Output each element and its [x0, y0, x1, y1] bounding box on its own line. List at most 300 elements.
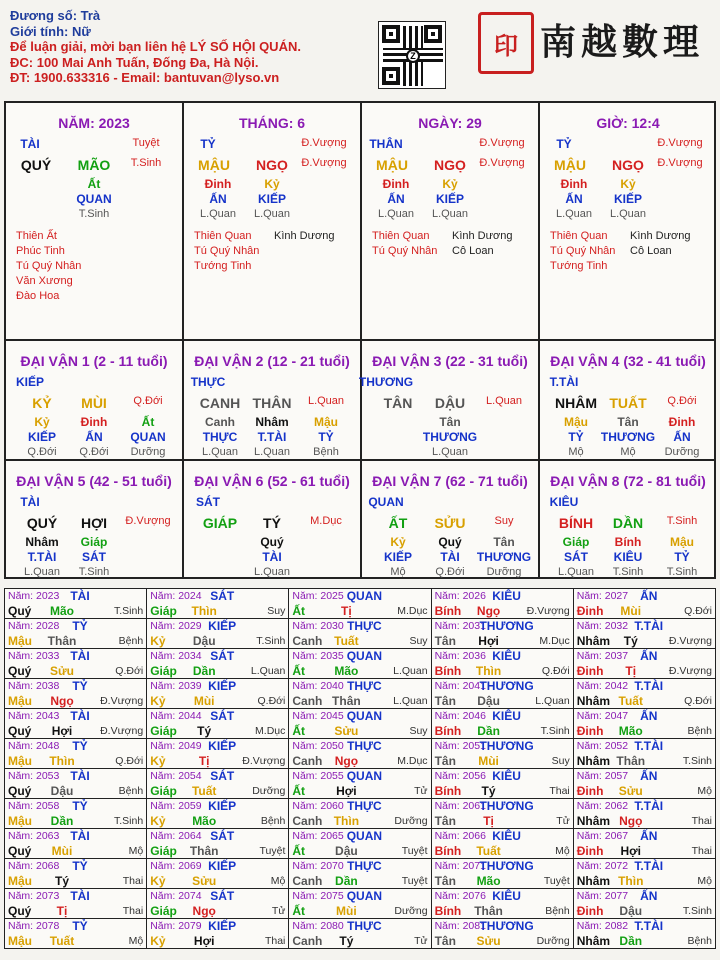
- luck-period-title: ĐẠI VẬN 1 (2 - 11 tuổi): [20, 353, 168, 369]
- year-can: Nhâm: [576, 814, 611, 828]
- seal-stamp: [478, 12, 534, 74]
- luck-hidden-can: Quý: [260, 535, 284, 549]
- year-star: SÁT: [210, 589, 235, 603]
- luck-chi-state: Q.Đới: [133, 395, 163, 407]
- year-cell: [5, 859, 147, 889]
- year-label: Năm: 2069: [150, 860, 202, 872]
- year-state: Suy: [551, 755, 570, 767]
- luck-can: BÍNH: [558, 515, 594, 531]
- year-can: Canh: [292, 694, 323, 708]
- year-state: T.Sinh: [114, 815, 144, 827]
- luck-chi: DẦN: [612, 515, 644, 531]
- year-state: Mộ: [128, 935, 144, 947]
- annual-row: [5, 649, 716, 679]
- auxiliary-star: Đào Hoa: [16, 290, 60, 302]
- year-chi: Dậu: [335, 844, 358, 858]
- auxiliary-star: Thiên Quan: [372, 230, 430, 242]
- year-label: Năm: 2026: [434, 590, 486, 602]
- auxiliary-star: Tú Quý Nhân: [194, 245, 260, 257]
- year-label: Năm: 2033: [8, 650, 60, 662]
- hidden-state: T.Sinh: [78, 208, 110, 220]
- pillar-top-star: TỶ: [200, 137, 216, 151]
- year-state: T.Sinh: [256, 635, 286, 647]
- year-star: ẤN: [640, 829, 658, 843]
- hidden-state: L.Quan: [431, 208, 469, 220]
- luck-hidden-state: L.Quan: [431, 446, 469, 458]
- year-label: Năm: 2054: [150, 770, 202, 782]
- year-label: Năm: 2055: [292, 770, 344, 782]
- year-can: Bính: [434, 904, 462, 918]
- year-label: Năm: 2029: [150, 620, 202, 632]
- hidden-state: L.Quan: [609, 208, 647, 220]
- year-cell: [573, 799, 715, 829]
- gender: Giới tính: Nữ: [10, 23, 91, 39]
- year-chi: Thân: [332, 694, 361, 708]
- year-star: TỶ: [72, 799, 88, 813]
- pillar-title: NĂM: 2023: [58, 115, 130, 131]
- year-star: KIẾP: [208, 799, 237, 813]
- year-cell: [289, 619, 431, 649]
- pillar-top-star: TỶ: [556, 137, 572, 151]
- year-state: Bệnh: [118, 785, 144, 797]
- year-chi: Tý: [623, 634, 638, 648]
- year-state: T.Sinh: [114, 605, 144, 617]
- year-label: Năm: 2067: [576, 830, 629, 842]
- year-can: Mậu: [8, 814, 32, 828]
- hidden-star: QUAN: [76, 192, 112, 206]
- year-star: THƯƠNG: [479, 799, 534, 813]
- year-state: Đ.Vượng: [526, 605, 570, 617]
- year-star: SÁT: [210, 649, 235, 663]
- year-state: Suy: [409, 635, 428, 647]
- year-can: Mậu: [8, 934, 32, 948]
- year-state: Suy: [409, 725, 428, 737]
- year-star: TÀI: [70, 649, 90, 663]
- annual-row: [5, 619, 716, 649]
- pillar-top-state: Đ.Vượng: [479, 137, 525, 149]
- year-cell: [431, 589, 573, 619]
- year-can: Ất: [292, 784, 306, 798]
- year-cell: [431, 679, 573, 709]
- year-label: Năm: 2045: [292, 710, 344, 722]
- auxiliary-star-2: Kình Dương: [452, 230, 513, 242]
- year-can: Bính: [434, 844, 462, 858]
- year-can: Canh: [292, 934, 323, 948]
- luck-chi: DẬU: [434, 395, 466, 411]
- year-cell: [573, 859, 715, 889]
- year-cell: [289, 799, 431, 829]
- year-chi: Dần: [192, 664, 216, 678]
- year-chi: Mão: [50, 604, 74, 618]
- year-label: Năm: 2075: [292, 890, 344, 902]
- year-chi: Thân: [189, 844, 219, 858]
- annual-row: [5, 679, 716, 709]
- hidden-state: L.Quan: [253, 208, 291, 220]
- hidden-star: KIẾP: [613, 192, 643, 206]
- year-can: Bính: [434, 784, 462, 798]
- year-state: Dưỡng: [536, 935, 570, 947]
- year-can: Đinh: [576, 844, 604, 858]
- year-star: THỰC: [347, 799, 382, 813]
- luck-hidden-star: QUAN: [130, 430, 166, 444]
- year-can: Bính: [434, 664, 462, 678]
- year-chi: Hợi: [51, 724, 73, 738]
- luck-hidden-state: Bệnh: [313, 446, 339, 458]
- year-chi: Ngọ: [476, 604, 501, 618]
- year-can: Nhâm: [576, 934, 611, 948]
- year-state: M.Dục: [255, 725, 286, 737]
- luck-hidden-can: Quý: [438, 535, 462, 549]
- contact-invite: Để luận giải, mời bạn liên hệ LÝ SỐ HỘI QUÁN.: [10, 39, 301, 54]
- year-chi: Tị: [56, 904, 68, 918]
- year-chi: Ngọ: [334, 754, 359, 768]
- year-cell: [147, 679, 289, 709]
- year-label: Năm: 2030: [292, 620, 344, 632]
- year-cell: [431, 859, 573, 889]
- luck-chi: TÝ: [263, 515, 281, 531]
- year-star: THƯƠNG: [479, 679, 534, 693]
- luck-chi-state: L.Quan: [485, 395, 523, 407]
- year-star: THỰC: [347, 619, 382, 633]
- auxiliary-star: Thiên Quan: [194, 230, 252, 242]
- luck-hidden-can: Kỷ: [34, 415, 50, 429]
- year-chi: Thìn: [475, 664, 502, 678]
- annual-row: [5, 709, 716, 739]
- year-can: Tân: [434, 694, 456, 708]
- year-chi: Dậu: [477, 694, 500, 708]
- year-state: Đ.Vượng: [668, 635, 712, 647]
- year-star: TÀI: [70, 589, 90, 603]
- year-star: KIÊU: [492, 889, 521, 903]
- year-cell: [147, 829, 289, 859]
- year-cell: [573, 619, 715, 649]
- year-cell: [431, 619, 573, 649]
- year-can: Kỷ: [150, 814, 166, 828]
- year-star: THỰC: [347, 859, 382, 873]
- luck-can: TÂN: [383, 395, 413, 411]
- year-cell: [289, 829, 431, 859]
- year-state: T.Sinh: [682, 905, 712, 917]
- hidden-star: KIẾP: [435, 192, 465, 206]
- year-chi: Dần: [50, 814, 74, 828]
- year-label: Năm: 2040: [292, 680, 344, 692]
- year-chi: Mùi: [336, 904, 357, 918]
- pillar-top-state: Đ.Vượng: [301, 137, 347, 149]
- year-star: TỶ: [72, 859, 88, 873]
- hidden-can: Đinh: [204, 177, 232, 191]
- year-can: Mậu: [8, 754, 32, 768]
- luck-hidden-state: T.Sinh: [612, 566, 644, 578]
- pillar-can: MẬU: [376, 157, 408, 173]
- seal-text: 印: [494, 30, 518, 60]
- year-label: Năm: 2041: [434, 680, 486, 692]
- luck-hidden-can: Giáp: [80, 535, 108, 549]
- year-star: ẤN: [640, 589, 658, 603]
- year-chi: Sửu: [49, 664, 75, 678]
- luck-hidden-star: ẤN: [85, 430, 103, 444]
- luck-top-star: KIẾP: [15, 375, 45, 389]
- year-state: Thai: [264, 935, 286, 947]
- year-chi: Thân: [616, 754, 646, 768]
- year-can: Canh: [292, 814, 323, 828]
- luck-hidden-star: ẤN: [673, 430, 691, 444]
- year-can: Nhâm: [576, 754, 611, 768]
- year-cell: [573, 709, 715, 739]
- pillar-title: THÁNG: 6: [238, 115, 306, 131]
- year-label: Năm: 2046: [434, 710, 486, 722]
- luck-chi: HỢI: [81, 515, 107, 531]
- year-cell: [431, 649, 573, 679]
- year-state: L.Quan: [393, 665, 428, 677]
- year-cell: [289, 889, 431, 919]
- year-label: Năm: 2068: [8, 860, 60, 872]
- year-label: Năm: 2080: [292, 920, 344, 932]
- year-can: Đinh: [576, 904, 604, 918]
- year-star: THƯƠNG: [479, 859, 534, 873]
- year-cell: [431, 919, 573, 949]
- year-star: T.TÀI: [634, 619, 664, 633]
- pillar-chi-state: Đ.Vượng: [479, 157, 525, 169]
- year-cell: [431, 709, 573, 739]
- luck-chi: TUẤT: [609, 395, 647, 411]
- year-state: Q.Đới: [115, 755, 144, 767]
- luck-hidden-state: Mộ: [620, 446, 636, 458]
- year-chi: Dậu: [619, 904, 643, 918]
- year-chi: Mùi: [51, 844, 73, 858]
- year-label: Năm: 2023: [8, 590, 60, 602]
- year-star: T.TÀI: [634, 799, 664, 813]
- year-can: Kỷ: [150, 934, 166, 948]
- luck-hidden-state: Q.Đới: [27, 446, 57, 458]
- year-chi: Ngọ: [619, 814, 643, 828]
- year-star: TÀI: [70, 709, 90, 723]
- year-chi: Mùi: [478, 754, 499, 768]
- year-can: Giáp: [150, 844, 177, 858]
- luck-chi: THÂN: [252, 395, 292, 411]
- luck-hidden-star: KIẾP: [383, 550, 413, 564]
- year-cell: [289, 679, 431, 709]
- year-label: Năm: 2031: [434, 620, 486, 632]
- luck-can: QUÝ: [26, 515, 58, 531]
- year-star: T.TÀI: [634, 919, 664, 933]
- year-can: Kỷ: [150, 634, 166, 648]
- annual-luck-table: [4, 588, 716, 949]
- year-cell: [147, 739, 289, 769]
- luck-hidden-star: TỶ: [674, 550, 690, 564]
- year-label: Năm: 2032: [576, 620, 629, 632]
- luck-period-title: ĐẠI VẬN 6 (52 - 61 tuổi): [194, 473, 350, 489]
- year-star: SÁT: [210, 889, 235, 903]
- auxiliary-star: Tú Quý Nhân: [550, 245, 616, 257]
- year-chi: Thìn: [191, 604, 217, 618]
- luck-period-title: ĐẠI VẬN 2 (12 - 21 tuổi): [194, 353, 350, 369]
- luck-hidden-can: Tân: [439, 415, 461, 429]
- luck-hidden-can: Tân: [617, 415, 639, 429]
- year-cell: [5, 709, 147, 739]
- luck-can: KỶ: [32, 395, 52, 411]
- year-chi: Mão: [476, 874, 501, 888]
- auxiliary-star-2: Kình Dương: [630, 230, 691, 242]
- hidden-state: L.Quan: [377, 208, 415, 220]
- year-state: Bệnh: [260, 815, 286, 827]
- luck-hidden-star: TÀI: [262, 550, 282, 564]
- luck-top-star: TÀI: [20, 495, 40, 509]
- annual-row: [5, 769, 716, 799]
- year-label: Năm: 2025: [292, 590, 344, 602]
- year-chi: Tị: [341, 604, 352, 618]
- year-state: M.Dục: [539, 635, 570, 647]
- year-label: Năm: 2027: [576, 590, 629, 602]
- year-chi: Tuất: [334, 634, 359, 648]
- year-label: Năm: 2059: [150, 800, 202, 812]
- year-star: SÁT: [210, 769, 235, 783]
- luck-hidden-star: SÁT: [564, 550, 588, 564]
- year-state: L.Quan: [393, 695, 428, 707]
- year-label: Năm: 2037: [576, 650, 629, 662]
- year-cell: [573, 679, 715, 709]
- luck-hidden-state: L.Quan: [201, 446, 239, 458]
- year-chi: Dần: [619, 934, 643, 948]
- year-label: Năm: 2074: [150, 890, 202, 902]
- year-label: Năm: 2042: [576, 680, 629, 692]
- auxiliary-star: Tướng Tinh: [194, 260, 252, 272]
- year-label: Năm: 2043: [8, 710, 60, 722]
- pillar-chi-state: Đ.Vượng: [657, 157, 703, 169]
- year-cell: [5, 829, 147, 859]
- year-can: Quý: [8, 664, 32, 678]
- pillar-chi-state: T.Sinh: [130, 157, 162, 169]
- hidden-can: Kỷ: [620, 177, 636, 191]
- phone-email[interactable]: ĐT: 1900.633316 - Email: bantuvan@lyso.vn: [10, 70, 280, 85]
- year-can: Ất: [292, 604, 306, 618]
- year-state: T.Sinh: [682, 755, 712, 767]
- luck-hidden-state: L.Quan: [253, 566, 291, 578]
- year-state: Dưỡng: [394, 815, 428, 827]
- year-chi: Thìn: [49, 754, 75, 768]
- year-star: THỰC: [347, 739, 382, 753]
- year-label: Năm: 2076: [434, 890, 486, 902]
- year-star: KIÊU: [492, 769, 521, 783]
- year-cell: [5, 799, 147, 829]
- year-can: Kỷ: [150, 694, 166, 708]
- year-label: Năm: 2072: [576, 860, 629, 872]
- luck-hidden-star: THƯƠNG: [600, 430, 656, 444]
- year-chi: Tý: [54, 874, 70, 888]
- year-cell: [573, 919, 715, 949]
- year-label: Năm: 2036: [434, 650, 486, 662]
- year-star: THỰC: [347, 919, 382, 933]
- luck-chi: SỬU: [434, 515, 466, 531]
- year-chi: Tuất: [49, 934, 75, 948]
- year-cell: [289, 859, 431, 889]
- year-cell: [147, 709, 289, 739]
- year-cell: [431, 769, 573, 799]
- year-can: Ất: [292, 904, 306, 918]
- year-can: Quý: [8, 724, 32, 738]
- header-info: [10, 8, 301, 86]
- year-label: Năm: 2062: [576, 800, 629, 812]
- year-label: Năm: 2063: [8, 830, 60, 842]
- year-chi: Tị: [198, 754, 210, 768]
- pillar-title: NGÀY: 29: [418, 115, 482, 131]
- year-can: Giáp: [150, 724, 177, 738]
- pillar-chi: MÃO: [77, 157, 111, 173]
- year-can: Kỷ: [150, 754, 166, 768]
- year-chi: Mão: [618, 724, 643, 738]
- year-cell: [431, 889, 573, 919]
- year-label: Năm: 2060: [292, 800, 344, 812]
- year-chi: Thìn: [333, 814, 360, 828]
- year-can: Canh: [292, 634, 323, 648]
- year-star: ẤN: [640, 769, 658, 783]
- luck-hidden-state: Dưỡng: [486, 566, 522, 578]
- year-can: Tân: [434, 754, 456, 768]
- year-star: QUAN: [346, 589, 383, 603]
- year-label: Năm: 2081: [434, 920, 486, 932]
- luck-hidden-can: Mậu: [314, 415, 338, 429]
- year-star: KIẾP: [208, 619, 237, 633]
- year-chi: Hợi: [336, 784, 357, 798]
- year-state: Thai: [122, 875, 144, 887]
- hidden-can: Kỷ: [442, 177, 458, 191]
- year-label: Năm: 2058: [8, 800, 60, 812]
- bazi-grid: [4, 101, 716, 579]
- luck-hidden-can: Kỷ: [390, 535, 406, 549]
- luck-period-title: ĐẠI VẬN 3 (22 - 31 tuổi): [372, 353, 528, 369]
- hidden-state: L.Quan: [199, 208, 237, 220]
- year-cell: [431, 829, 573, 859]
- year-cell: [147, 649, 289, 679]
- pillar-top-star: TÀI: [20, 137, 40, 151]
- luck-hidden-star: TỶ: [318, 430, 334, 444]
- year-can: Tân: [434, 814, 456, 828]
- luck-hidden-state: T.Sinh: [666, 566, 698, 578]
- year-state: Tuyệt: [543, 875, 570, 887]
- year-can: Quý: [8, 844, 32, 858]
- year-star: KIÊU: [492, 709, 521, 723]
- year-chi: Hợi: [478, 634, 499, 648]
- qr-code[interactable]: Z: [378, 21, 446, 89]
- year-star: QUAN: [346, 889, 383, 903]
- year-star: ẤN: [640, 649, 658, 663]
- year-cell: [573, 889, 715, 919]
- year-state: Suy: [267, 605, 286, 617]
- year-cell: [5, 889, 147, 919]
- annual-row: [5, 829, 716, 859]
- auxiliary-star: Thiên Quan: [550, 230, 608, 242]
- year-cell: [147, 859, 289, 889]
- year-state: Bệnh: [687, 935, 712, 947]
- pillar-chi: NGỌ: [256, 157, 288, 173]
- luck-hidden-can: Nhâm: [255, 415, 289, 429]
- year-state: Tuyệt: [259, 845, 286, 857]
- luck-hidden-state: Mộ: [568, 446, 584, 458]
- year-chi: Mão: [334, 664, 359, 678]
- year-can: Tân: [434, 634, 456, 648]
- year-cell: [289, 709, 431, 739]
- hidden-star: KIẾP: [257, 192, 287, 206]
- year-star: TỶ: [72, 739, 88, 753]
- year-state: Đ.Vượng: [242, 755, 286, 767]
- luck-period-title: ĐẠI VẬN 7 (62 - 71 tuổi): [372, 473, 528, 489]
- year-cell: [147, 619, 289, 649]
- luck-hidden-can: Giáp: [562, 535, 590, 549]
- year-state: Tử: [556, 815, 570, 827]
- year-can: Mậu: [8, 694, 32, 708]
- luck-hidden-star: KIẾP: [27, 430, 57, 444]
- hidden-state: L.Quan: [555, 208, 593, 220]
- year-chi: Dậu: [50, 784, 74, 798]
